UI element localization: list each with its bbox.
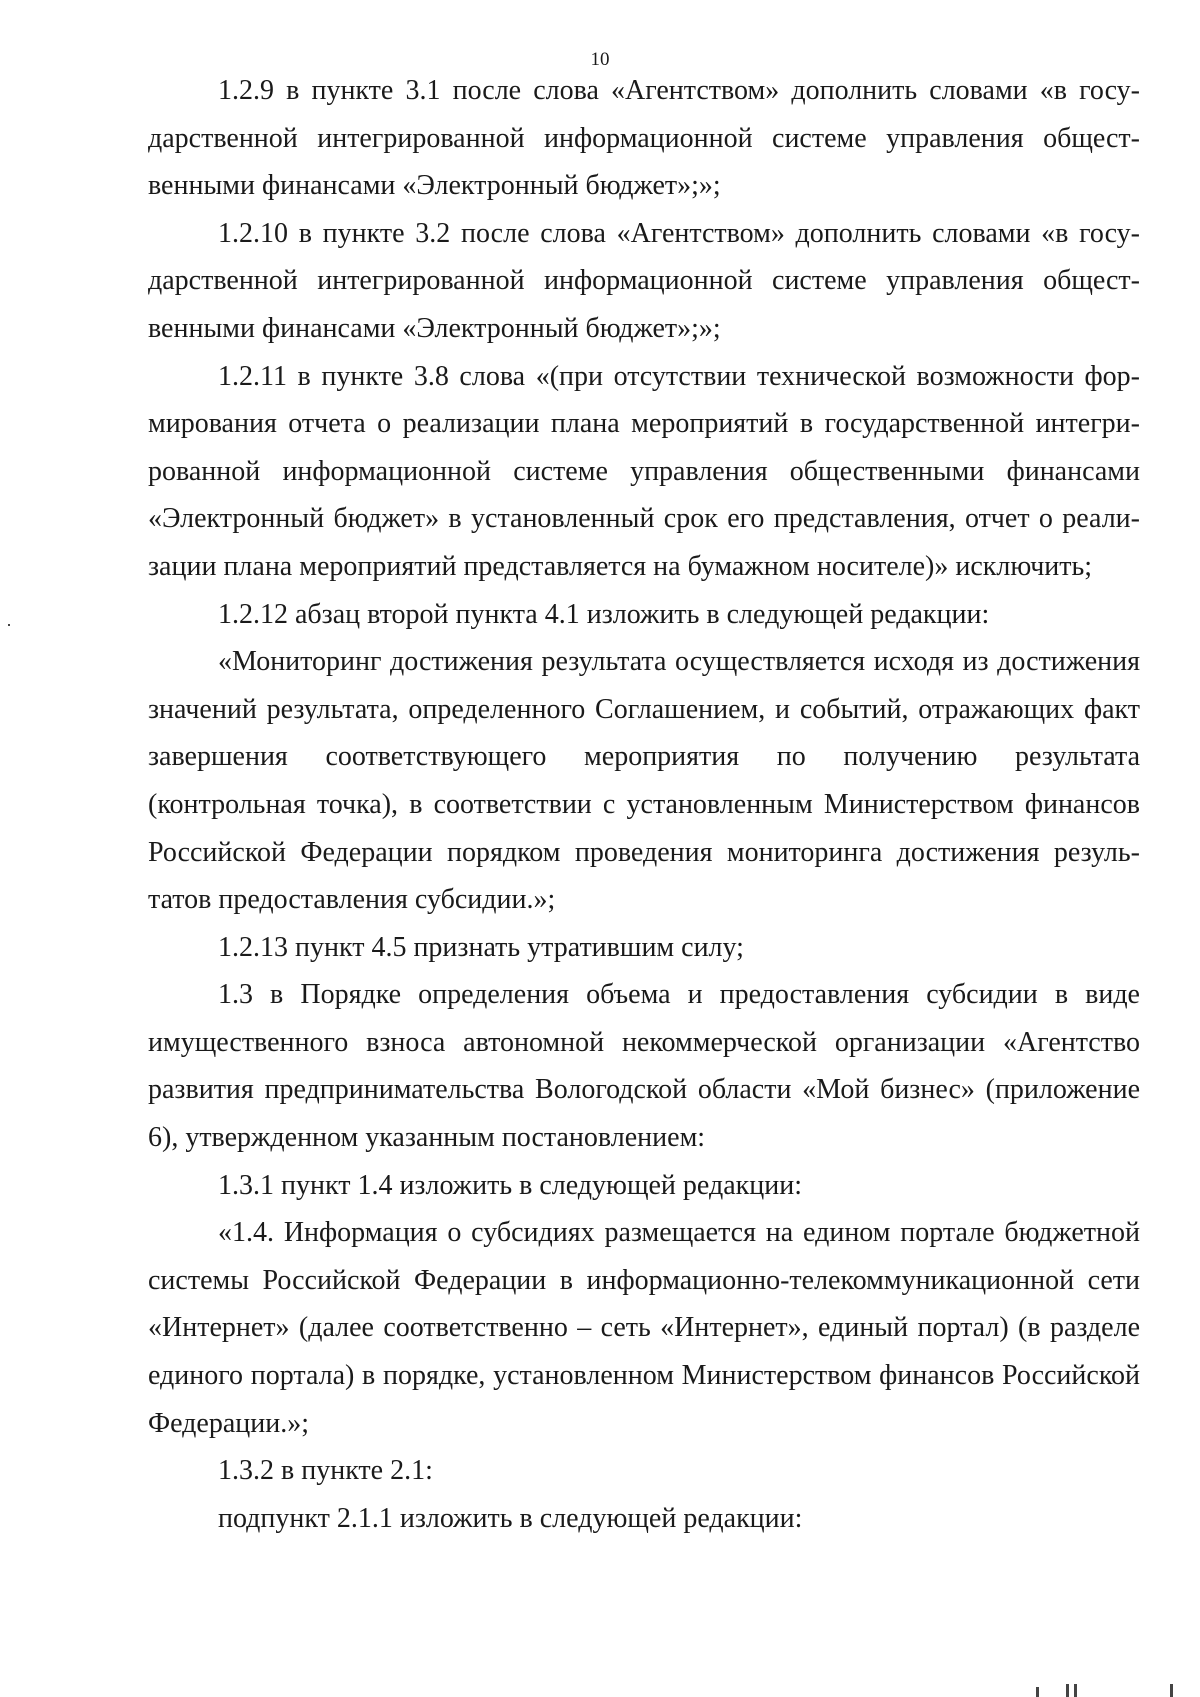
scan-margin-tick bbox=[8, 624, 10, 626]
paragraph-1-4-quote: «1.4. Информация о субсидиях размещается на едином портале бюджетной системы Российской Федерации в информационно-телекоммуникационной сети «Интернет» (далее соответственно – сеть «Интернет», единый портал) (в разделе единого портала) в порядке, установленном Министерством финансов Российской Федерации.»; bbox=[148, 1217, 1140, 1439]
scan-corner-mark bbox=[1036, 1687, 1039, 1697]
paragraph-1-2-10: 1.2.10 в пункте 3.2 после слова «Агентством» дополнить словами «в государственной интегрированной информационной системе управления общественными финансами «Электронный бюджет»;»; bbox=[148, 217, 1140, 344]
paragraph-1-2-9: 1.2.9 в пункте 3.1 после слова «Агентством» дополнить словами «в государственной интегрированной информационной системе управления общественными финансами «Электронный бюджет»;»; bbox=[148, 75, 1140, 202]
paragraph-subclause-2-1-1: подпункт 2.1.1 изложить в следующей редакции: bbox=[218, 1502, 803, 1534]
paragraph-1-2-12: 1.2.12 абзац второй пункта 4.1 изложить в следующей редакции: bbox=[218, 598, 990, 630]
scan-corner-mark bbox=[1074, 1684, 1077, 1697]
paragraph-1-3-2: 1.3.2 в пункте 2.1: bbox=[218, 1455, 433, 1487]
paragraph-1-2-11: 1.2.11 в пункте 3.8 слова «(при отсутствии технической возможности формирования отчета о реализации плана мероприятий в государственной интегрированной информационной системе управления общественными финансами «Электронный бюджет» в установленный срок его представления, отчет о реализации плана мероприятий представляется на бумажном носителе)» исключить; bbox=[148, 360, 1140, 582]
document-body bbox=[148, 67, 1140, 1542]
paragraph-1-2-13: 1.2.13 пункт 4.5 признать утратившим силу; bbox=[218, 931, 744, 963]
scan-corner-mark bbox=[1170, 1684, 1173, 1697]
paragraph-1-3: 1.3 в Порядке определения объема и предоставления субсидии в виде имущественного взноса автономной некоммерческой организации «Агентство развития предпринимательства Вологодской области «Мой бизнес» (приложение 6), утвержденном указанным постановлением: bbox=[148, 979, 1140, 1154]
scan-corner-mark bbox=[1066, 1684, 1069, 1697]
paragraph-1-3-1: 1.3.1 пункт 1.4 изложить в следующей редакции: bbox=[218, 1169, 802, 1201]
page-number: 10 bbox=[590, 49, 610, 70]
paragraph-monitoring-quote: «Мониторинг достижения результата осуществляется исходя из достижения значений результата, определенного Соглашением, и событий, отражающих факт завершения соответствующего мероприятия по получению результата (контрольная точка), в соответствии с установленным Министерством финансов Российской Федерации порядком проведения мониторинга достижения результатов предоставления субсидии.»; bbox=[148, 646, 1140, 916]
